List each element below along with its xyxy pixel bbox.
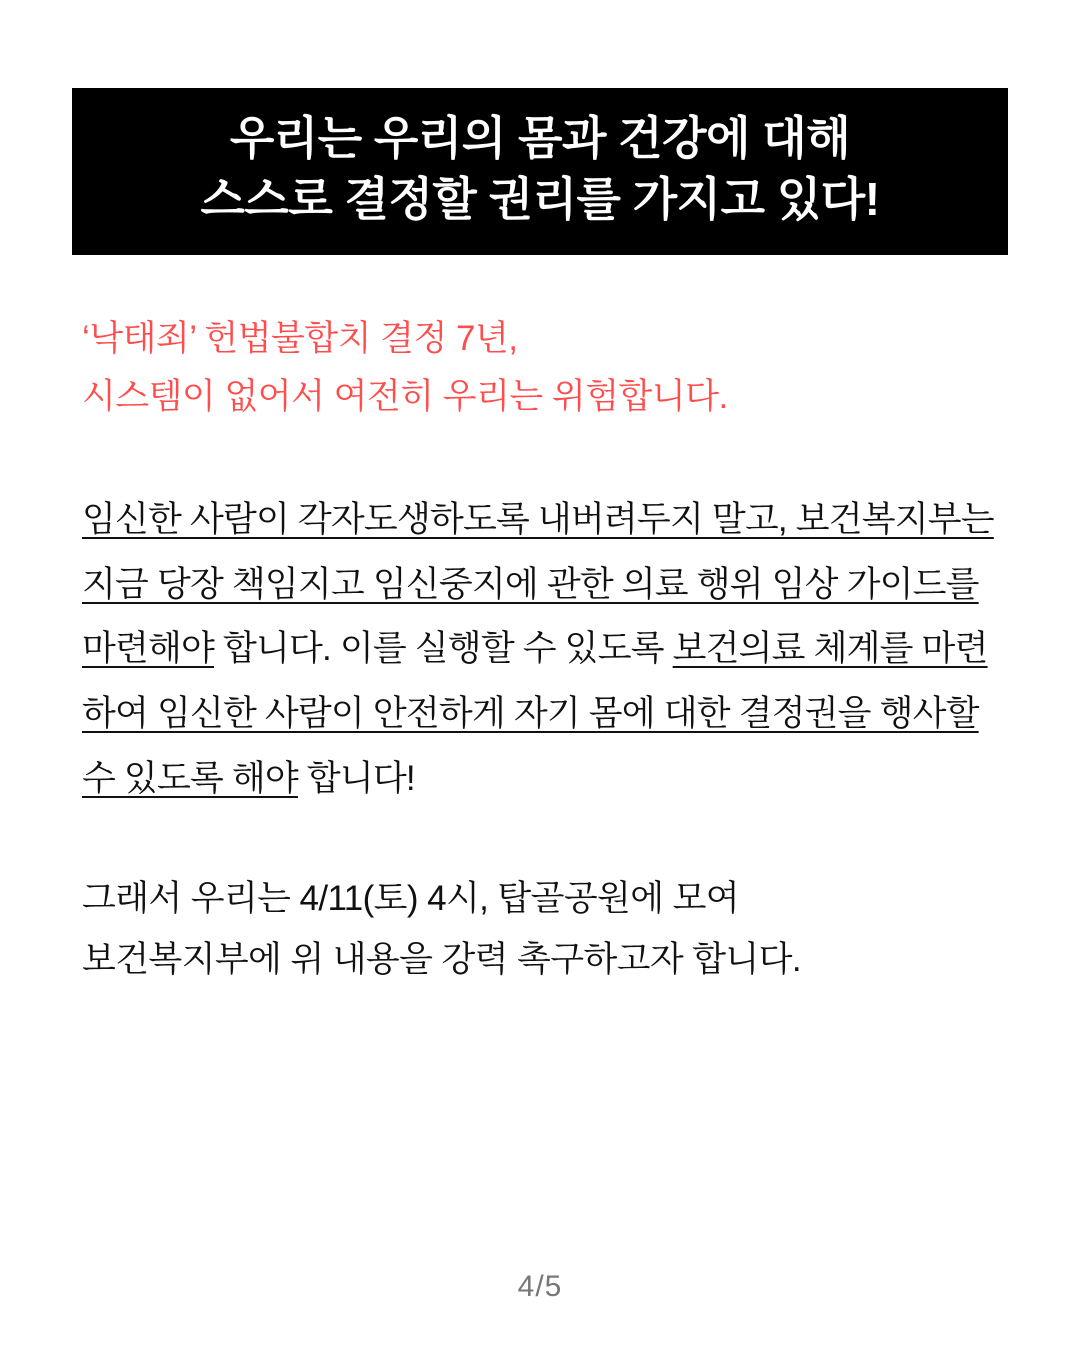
headline-line-1: 우리는 우리의 몸과 건강에 대해	[229, 112, 851, 164]
headline-banner	[72, 88, 1008, 255]
headline-line-2: 스스로 결정할 권리를 가지고 있다!	[200, 172, 880, 225]
body-segment-underlined-1: 임신한 사람이 각자도생하도록 내버려두지 말고, 보건복지부는 지금 당장 책임지고 임신중지에 관한 의료 행위 임상 가이드를 마련해야	[82, 499, 994, 669]
body-segment-plain-1: 합니다. 이를 실행할 수 있도록	[214, 629, 673, 669]
page-number: 4/5	[517, 1270, 563, 1303]
closing-line-1: 그래서 우리는 4/11(토) 4시, 탑골공원에 모여	[82, 878, 739, 918]
lead-paragraph	[82, 310, 1080, 426]
lead-line-1: ‘낙태죄’ 헌법불합치 결정 7년,	[82, 319, 518, 359]
body-segment-underlined-2: 보건의료 체계를 마련하여 임신한 사람이 안전하게 자기 몸에 대한 결정권을 행사할 수 있도록 해야	[82, 629, 988, 798]
lead-line-2: 시스템이 없어서 여전히 우리는 위험합니다.	[82, 377, 728, 417]
closing-paragraph	[82, 868, 1002, 991]
closing-line-2: 보건복지부에 위 내용을 강력 촉구하고자 합니다.	[82, 939, 801, 979]
body-paragraph	[82, 488, 1002, 812]
body-segment-plain-2: 합니다!	[297, 758, 415, 798]
